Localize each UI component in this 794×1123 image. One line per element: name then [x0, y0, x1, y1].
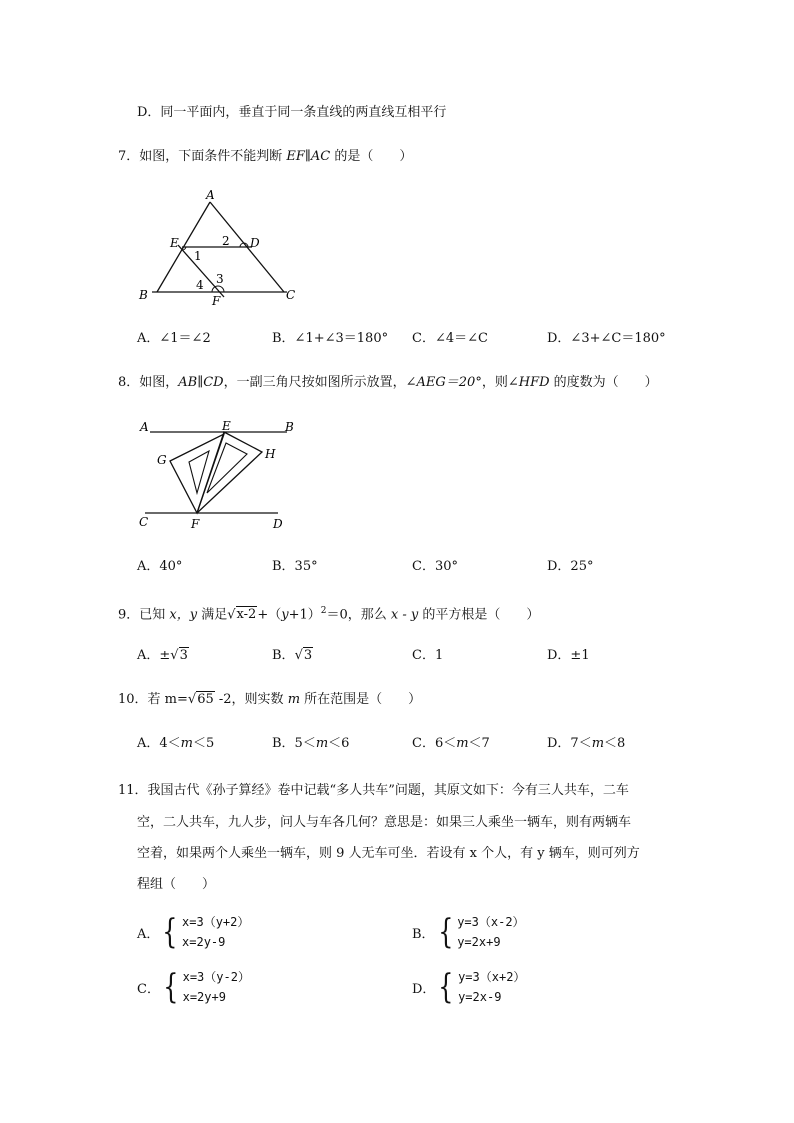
q7-option-b: B．∠1+∠3＝180° [272, 331, 389, 346]
q11-option-d-label: D． [412, 981, 436, 997]
q9-stem-y: y [281, 607, 289, 623]
q11-option-c-eq1: x=3（y-2） [182, 970, 250, 984]
q9-stem-xmy: x - y [390, 607, 419, 623]
q8-label-f: F [191, 517, 200, 531]
q8-option-b: B．35° [272, 559, 318, 574]
q7-label-a: A [206, 188, 215, 202]
q7-option-c: C．∠4＝∠C [412, 331, 488, 346]
q7-stem-em: EF∥AC [286, 149, 331, 164]
sqrt-sign-icon: √ [170, 648, 179, 663]
q8-label-c: C [139, 515, 149, 529]
q8-label-e: E [222, 419, 231, 433]
q10-option-d-right: ＜8 [604, 736, 626, 751]
q8-label-d: D [273, 517, 283, 531]
q10-stem-mid: -2，则实数 [214, 692, 288, 707]
q11-option-a-label: A． [137, 926, 160, 942]
q7-label-b: B [139, 288, 148, 302]
sqrt-sign-icon: √ [227, 607, 236, 623]
q10-radicand: 65 [197, 692, 214, 707]
q7-label-4: 4 [196, 278, 204, 292]
q10-option-b-right: ＜6 [328, 736, 350, 751]
q11-option-b-eq1: y=3（x-2） [457, 915, 525, 929]
q10-option-a-left: A．4＜ [137, 736, 181, 751]
q9-option-b [272, 648, 313, 664]
q7-label-c: C [286, 288, 296, 302]
q7-label-e: E [170, 236, 179, 250]
q9-option-b-radicand: 3 [303, 648, 313, 663]
q9-stem-plus: +（ [257, 607, 282, 623]
q8-stem-mid2: ，则 [481, 375, 508, 390]
q11-option-d-eq1: y=3（x+2） [458, 970, 526, 984]
q8-stem [118, 375, 658, 391]
q8-stem-pre: 8．如图， [118, 375, 179, 390]
q7-stem [118, 149, 412, 165]
q11-line-2: 空，二人共车，九人步，问人与车各几何？意思是：如果三人乘坐一辆车，则有两辆车 [137, 815, 632, 830]
q10-stem [118, 692, 421, 708]
q8-stem-post: 的度数为（ ） [549, 375, 658, 390]
q9-option-b-prefix: B． [272, 648, 295, 663]
q9-option-a-prefix: A．± [137, 648, 171, 663]
q8-option-c: C．30° [412, 559, 458, 574]
q9-stem-post: 的平方根是（ ） [418, 607, 540, 623]
q9-option-d: D．±1 [547, 648, 590, 663]
q8-label-g: G [157, 453, 167, 467]
sqrt-sign-icon: √ [294, 648, 303, 663]
q11-option-b-label: B． [412, 926, 435, 942]
q9-option-a [137, 648, 189, 664]
q7-label-2: 2 [222, 234, 230, 248]
q11-option-a [137, 912, 249, 952]
q9-stem [118, 603, 539, 623]
q9-stem-mid: 满足 [197, 607, 228, 623]
q9-stem-xy: x，y [169, 607, 198, 623]
q10-option-c-var: m [456, 736, 469, 751]
left-brace-icon: { [438, 967, 454, 1007]
q11-line-1: 11．我国古代《孙子算经》卷中记载“多人共车”问题，其原文如下：今有三人共车，二车 [118, 783, 629, 798]
q10-option-d [547, 736, 625, 752]
q9-stem-sup: 2 [320, 606, 327, 616]
q11-option-b-eq2: y=2x+9 [457, 935, 501, 949]
q7-option-a: A．∠1＝∠2 [137, 331, 211, 346]
q8-stem-mid: ，一副三角尺按如图所示放置， [223, 375, 406, 390]
q11-option-c-eq2: x=2y+9 [182, 990, 226, 1004]
q10-option-c-right: ＜7 [468, 736, 490, 751]
q11-option-b [412, 912, 525, 952]
q8-option-d: D．25° [547, 559, 594, 574]
q10-option-b-left: B．5＜ [272, 736, 316, 751]
q10-stem-pre: 10．若 m= [118, 692, 188, 707]
q11-line-4: 程组（ ） [137, 877, 216, 892]
q8-label-h: H [265, 447, 276, 461]
q9-sqrt-content: x-2 [236, 607, 257, 623]
q8-figure [135, 415, 315, 535]
q11-option-d [412, 967, 525, 1007]
q11-line-3: 空着，如果两个人乘坐一辆车，则 9 人无车可坐．若设有 x 个人，有 y 辆车，则可列方 [137, 846, 640, 861]
q10-stem-post: 所在范围是（ ） [300, 692, 422, 707]
q10-option-a [137, 736, 214, 752]
q7-figure [130, 185, 310, 310]
q10-option-a-right: ＜5 [193, 736, 215, 751]
q10-option-a-var: m [180, 736, 193, 751]
q8-label-b: B [285, 420, 294, 434]
q7-label-1: 1 [194, 249, 202, 263]
q8-option-a: A．40° [137, 559, 183, 574]
q11-option-c-label: C． [137, 981, 160, 997]
left-brace-icon: { [163, 967, 179, 1007]
q7-label-3: 3 [216, 272, 224, 286]
q10-option-c [412, 736, 490, 752]
q10-stem-m: m [287, 692, 301, 707]
q9-option-c: C．1 [412, 648, 444, 663]
q10-option-d-var: m [591, 736, 605, 751]
left-brace-icon: { [162, 912, 178, 952]
q11-option-a-eq2: x=2y-9 [182, 935, 226, 949]
q7-stem-pre: 7．如图，下面条件不能判断 [118, 149, 287, 164]
q7-label-f: F [212, 294, 221, 308]
q8-stem-em1: AB∥CD [178, 375, 224, 390]
q8-stem-em3: ∠HFD [507, 375, 550, 390]
q9-stem-eq: ＝0，那么 [326, 607, 391, 623]
q9-option-a-radicand: 3 [179, 648, 188, 663]
q7-option-d: D．∠3+∠C＝180° [547, 331, 666, 346]
q7-stem-post: 的是（ ） [330, 149, 413, 164]
q7-label-d: D [250, 236, 260, 250]
q10-option-d-left: D．7＜ [547, 736, 592, 751]
q6-option-d: D．同一平面内，垂直于同一条直线的两直线互相平行 [137, 105, 447, 120]
q10-option-b-var: m [315, 736, 329, 751]
q8-stem-em2: ∠AEG＝20° [405, 375, 482, 390]
q11-option-d-eq2: y=2x-9 [458, 990, 502, 1004]
q9-stem-pre: 9．已知 [118, 607, 170, 623]
q9-stem-plus1: +1） [288, 607, 321, 623]
left-brace-icon: { [437, 912, 453, 952]
q10-option-b [272, 736, 349, 752]
sqrt-sign-icon: √ [187, 692, 197, 707]
q8-label-a: A [140, 420, 149, 434]
q11-option-c [137, 967, 250, 1007]
q11-option-a-eq1: x=3（y+2） [182, 915, 250, 929]
q10-option-c-left: C．6＜ [412, 736, 457, 751]
